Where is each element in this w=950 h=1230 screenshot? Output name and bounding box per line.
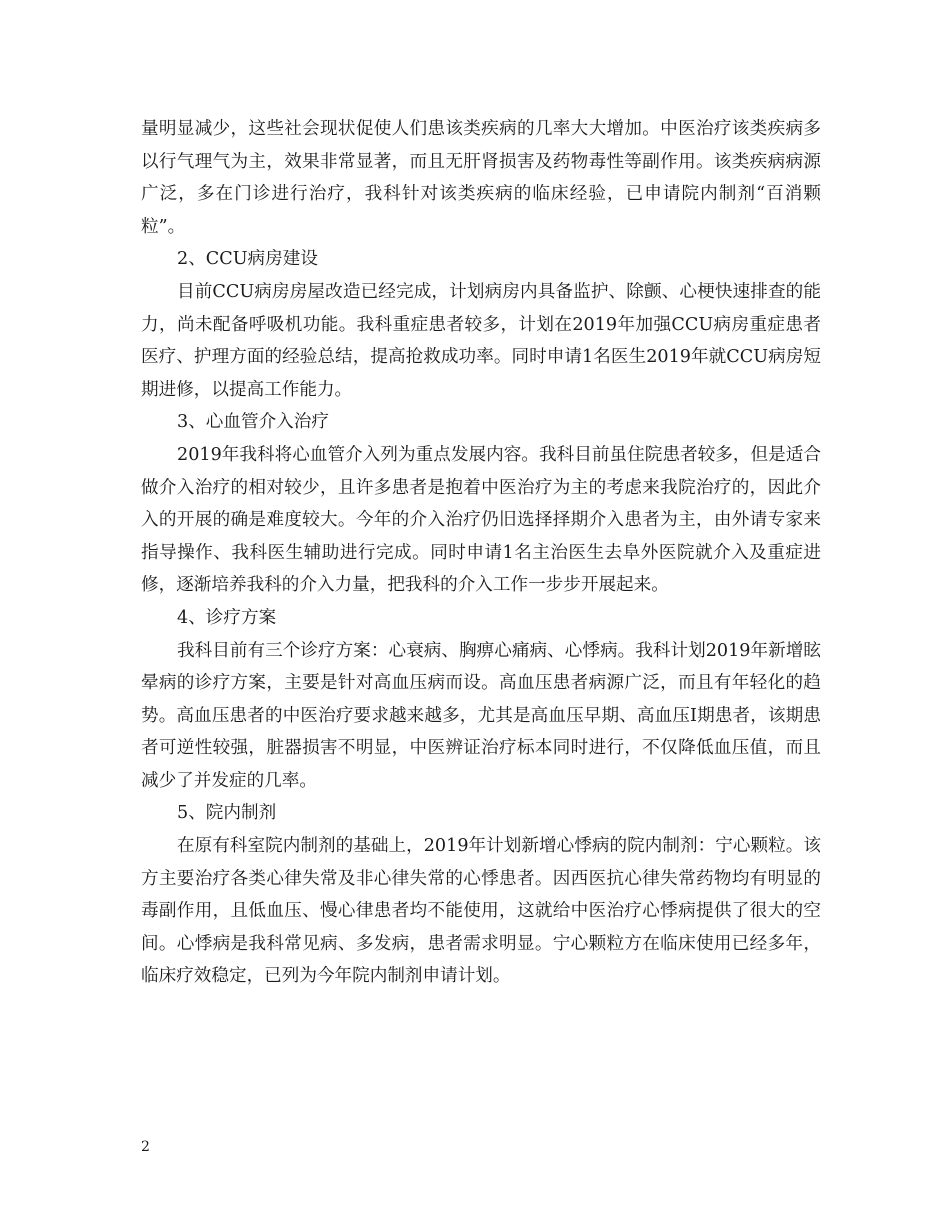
page-number: 2 [141,1139,150,1155]
section-heading-treatment-plan: 4、诊疗方案 [177,607,277,628]
paragraph-hospital-preparation: 在原有科室院内制剂的基础上，2019年计划新增心悸病的院内制剂：宁心颗粒。该方主要治疗各类心律失常及非心律失常的心悸患者。因西医抗心律失常药物均有明显的毒副作用，且低血压、慢心律患者均不能使用，这就给中医治疗心悸病提供了很大的空间。心悸病是我科常见病、多发病，患者需求明显。宁心颗粒方在临床使用已经多年，临床疗效稳定，已列为今年院内制剂申请计划。 [141,836,821,987]
paragraph-treatment-plan: 我科目前有三个诊疗方案：心衰病、胸痹心痛病、心悸病。我科计划2019年新增眩晕病的诊疗方案，主要是针对高血压病而设。高血压患者病源广泛，而且有年轻化的趋势。高血压患者的中医治疗要求越来越多，尤其是高血压早期、高血压I期患者，该期患者可逆性较强，脏器损害不明显，中医辨证治疗标本同时进行，不仅降低血压值，而且减少了并发症的几率。 [141,640,821,791]
paragraph-cardiac-intervention: 2019年我科将心血管介入列为重点发展内容。我科目前虽住院患者较多，但是适合做介入治疗的相对较少，且许多患者是抱着中医治疗为主的考虑来我院治疗的，因此介入的开展的确是难度较大。今年的介入治疗仍旧选择择期介入患者为主，由外请专家来指导操作、我科医生辅助进行完成。同时申请1名主治医生去阜外医院就介入及重症进修，逐渐培养我科的介入力量，把我科的介入工作一步步开展起来。 [141,444,821,596]
document-body [141,113,821,993]
section-heading-cardiac-intervention: 3、心血管介入治疗 [177,412,329,433]
paragraph-continued-intro: 量明显减少，这些社会现状促使人们患该类疾病的几率大大增加。中医治疗该类疾病多以行气理气为主，效果非常显著，而且无肝肾损害及药物毒性等副作用。该类疾病病源广泛，多在门诊进行治疗，我科针对该类疾病的临床经验，已申请院内制剂“百消颗粒”。 [141,119,821,237]
section-heading-hospital-preparation: 5、院内制剂 [177,803,277,824]
section-heading-ccu-ward: 2、CCU病房建设 [177,249,318,270]
paragraph-ccu-ward: 目前CCU病房房屋改造已经完成，计划病房内具备监护、除颤、心梗快速排查的能力，尚未配备呼吸机功能。我科重症患者较多，计划在2019年加强CCU病房重症患者医疗、护理方面的经验总结，提高抢救成功率。同时申请1名医生2019年就CCU病房短期进修，以提高工作能力。 [141,281,821,400]
